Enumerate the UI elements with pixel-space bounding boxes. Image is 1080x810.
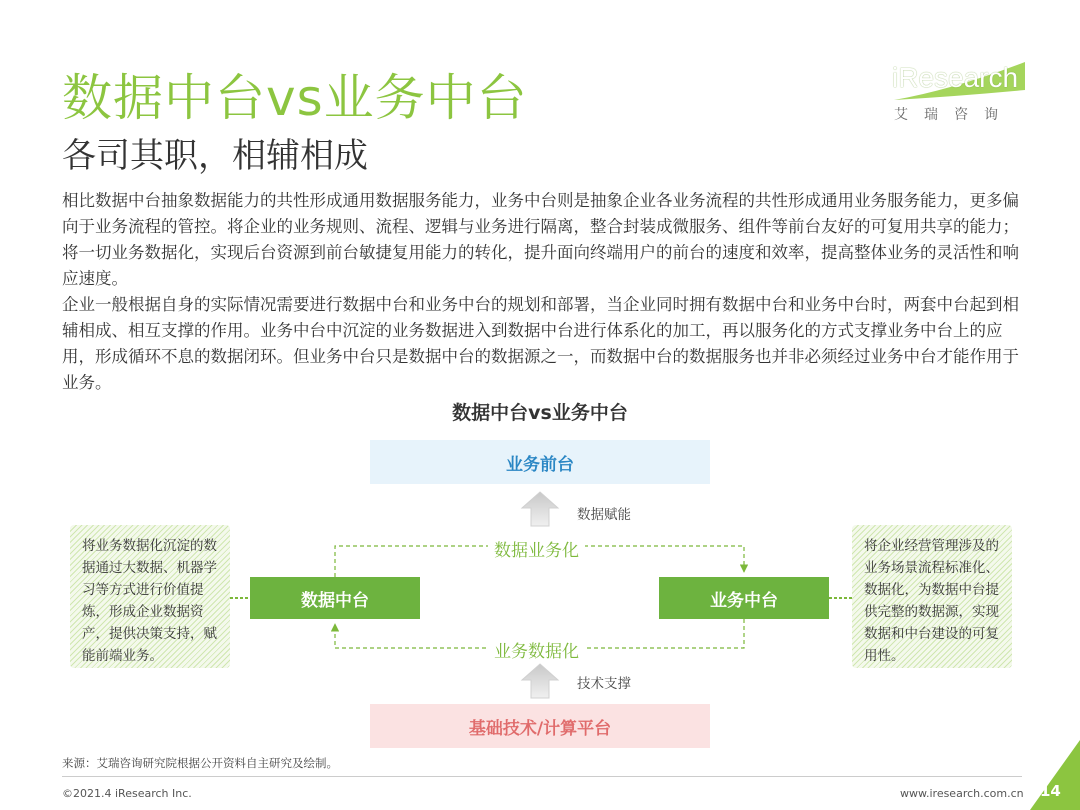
data-middle-box: 数据中台: [250, 577, 420, 619]
page-subtitle: 各司其职，相辅相成: [62, 136, 368, 176]
arrow-up-bottom-icon: [522, 664, 558, 698]
top-flow-label: 数据业务化: [488, 536, 585, 561]
arrow-up-top-icon: [522, 492, 558, 526]
tech-support-label: 技术支撑: [577, 676, 631, 692]
website-url: www.iresearch.com.cn: [900, 787, 1024, 800]
paragraph-2: 企业一般根据自身的实际情况需要进行数据中台和业务中台的规划和部署，当企业同时拥有数据中台和业务中台时，两套中台起到相辅相成、相互支撑的作用。业务中台中沉淀的业务数据进入到数据中台进行体系化的加工，再以服务化的方式支撑业务中台上的应用，形成循环不息的数据闭环。但业务中台只是数据中台的数据源之一，而数据中台的数据服务也并非必须经过业务中台才能作用于业务。: [62, 295, 1019, 392]
page-title: 数据中台vs业务中台: [62, 69, 528, 127]
left-note: 将业务数据化沉淀的数据通过大数据、机器学习等方式进行价值提炼，形成企业数据资产，提供决策支持，赋能前端业务。: [70, 525, 230, 668]
data-empower-label: 数据赋能: [577, 507, 631, 523]
business-front-box: 业务前台: [370, 440, 710, 484]
tech-platform-box: 基础技术/计算平台: [370, 704, 710, 748]
bottom-flow-label: 业务数据化: [488, 637, 585, 662]
right-note: 将企业经营管理涉及的业务场景流程标准化、数据化，为数据中台提供完整的数据源，实现数据和中台建设的可复用性。: [852, 525, 1012, 668]
copyright: ©2021.4 iResearch Inc.: [62, 787, 192, 800]
paragraph-1: 相比数据中台抽象数据能力的共性形成通用数据服务能力，业务中台则是抽象企业各业务流程的共性形成通用业务服务能力，更多偏向于业务流程的管控。将企业的业务规则、流程、逻辑与业务进行隔离，整合封装成微服务、组件等前台友好的可复用共享的能力；将一切业务数据化，实现后台资源到前台敏捷复用能力的转化，提升面向终端用户的前台的速度和效率，提高整体业务的灵活性和响应速度。: [62, 191, 1019, 288]
logo-subtitle: 艾瑞咨询: [894, 107, 1014, 123]
diagram-title: 数据中台vs业务中台: [452, 402, 628, 424]
page-number: 14: [1040, 782, 1061, 800]
footer-divider: [62, 776, 1022, 777]
source-note: 来源：艾瑞咨询研究院根据公开资料自主研究及绘制。: [62, 756, 338, 770]
business-middle-box: 业务中台: [659, 577, 829, 619]
logo-wordmark: iResearch: [892, 62, 1019, 93]
